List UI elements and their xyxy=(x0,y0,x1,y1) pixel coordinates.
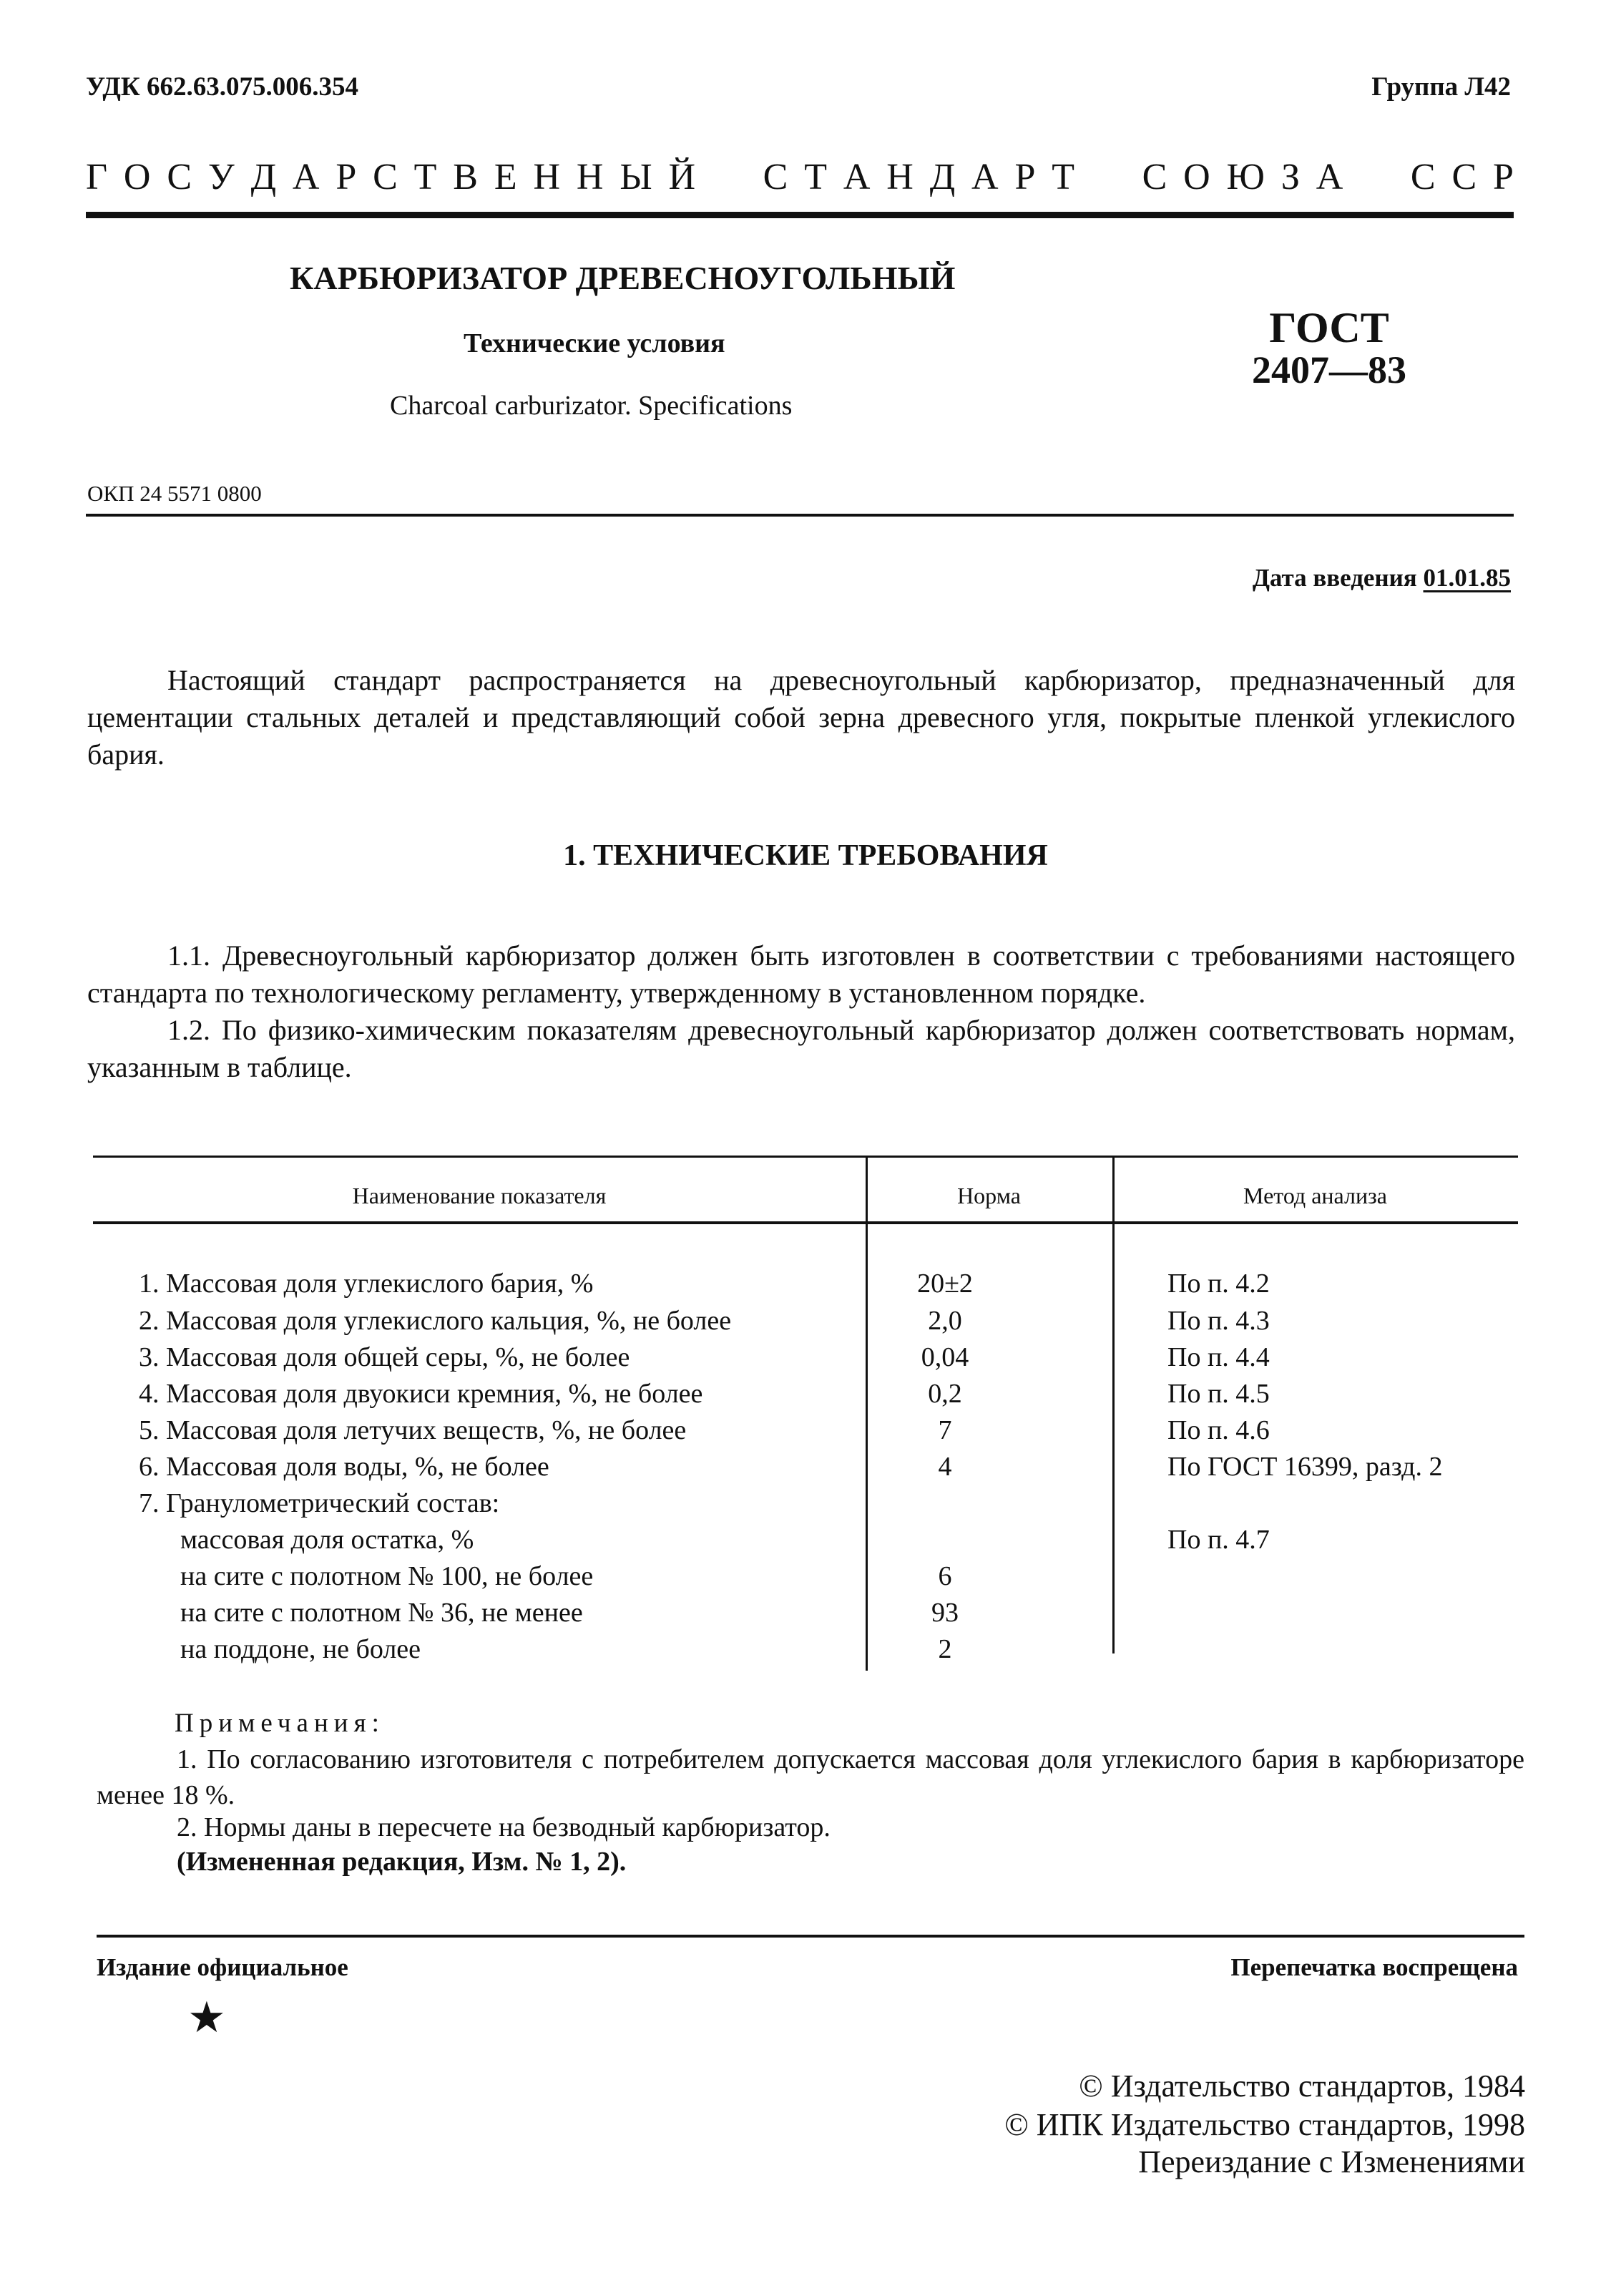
title-letter: У xyxy=(207,157,235,197)
group-code: Группа Л42 xyxy=(1371,72,1511,102)
title-letter: Д xyxy=(929,157,956,197)
header-name: Наименование показателя xyxy=(352,1183,607,1208)
title-letter xyxy=(738,156,747,198)
title-letter: С xyxy=(1410,157,1436,197)
table-row xyxy=(93,1415,1518,1452)
title-letter: О xyxy=(1183,157,1210,197)
row-name: 1. Массовая доля углекислого бария, % xyxy=(139,1269,594,1299)
table-row xyxy=(93,1305,1518,1342)
copyright-1984: © Издательство стандартов, 1984 xyxy=(1079,2068,1525,2104)
title-letter: Е xyxy=(494,157,517,197)
row-method: По п. 4.6 xyxy=(1167,1415,1270,1445)
english-title: Charcoal carburizator. Specifications xyxy=(390,391,793,421)
title-letter: Т xyxy=(413,157,437,197)
title-letter: З xyxy=(1281,157,1300,197)
table-header-rule xyxy=(93,1221,1518,1224)
row-name: 6. Массовая доля воды, %, не более xyxy=(139,1452,549,1482)
note-2: 2. Нормы даны в пересчете на безводный карбюризатор. xyxy=(177,1812,831,1842)
row-method: По п. 4.2 xyxy=(1167,1269,1270,1299)
product-title: КАРБЮРИЗАТОР ДРЕВЕСНОУГОЛЬНЫЙ xyxy=(290,260,956,296)
intro-paragraph: Настоящий стандарт распространяется на древесноугольный карбюризатор, предназначенный для цементации стальных деталей и представляющий собой зерна древесного угля, покрытые пленкой углекислого бария. xyxy=(87,664,1515,771)
table-row xyxy=(93,1524,1518,1561)
okp-rule xyxy=(86,514,1514,517)
gost-label: ГОСТ xyxy=(1269,304,1389,351)
row-name: на сите с полотном № 100, не более xyxy=(180,1561,594,1591)
title-letter: С xyxy=(373,157,398,197)
title-letter: А xyxy=(971,157,999,197)
clause-1-1: 1.1. Древесноугольный карбюризатор должен быть изготовлен в соответствии с требованиями настоящего стандарта по технологическому регламенту, утвержденному в установленном порядке. xyxy=(87,939,1515,1009)
title-letter: С xyxy=(1142,157,1167,197)
title-letter: Ы xyxy=(620,157,652,197)
row-norm: 2 xyxy=(938,1634,952,1664)
reissue-note: Переиздание с Изменениями xyxy=(1138,2144,1525,2179)
header-rule xyxy=(86,212,1514,218)
row-name: 3. Массовая доля общей серы, %, не более xyxy=(139,1342,630,1372)
footer-rule xyxy=(97,1935,1524,1938)
row-name: 7. Гранулометрический состав: xyxy=(139,1488,500,1518)
requirements-table xyxy=(93,1156,1518,1671)
introduction-date xyxy=(1253,564,1511,592)
title-letter: Н xyxy=(533,157,561,197)
row-method: По п. 4.4 xyxy=(1167,1342,1270,1372)
table-row xyxy=(93,1633,1518,1671)
row-name: массовая доля остатка, % xyxy=(180,1525,474,1555)
table-top-rule xyxy=(93,1156,1518,1158)
gost-number: 2407—83 xyxy=(1252,348,1406,391)
row-norm: 93 xyxy=(931,1598,959,1628)
title-letter: Ю xyxy=(1226,157,1265,197)
header-norm: Норма xyxy=(957,1183,1021,1208)
row-name: на сите с полотном № 36, не менее xyxy=(180,1598,583,1628)
row-method: По п. 4.7 xyxy=(1167,1525,1270,1555)
title-letter: А xyxy=(1316,157,1343,197)
title-letter: С xyxy=(167,157,192,197)
udk-code: УДК 662.63.075.006.354 xyxy=(86,72,358,102)
okp-code: ОКП 24 5571 0800 xyxy=(87,481,262,506)
notes-heading: Примечания: xyxy=(175,1709,385,1738)
amendment-note: (Измененная редакция, Изм. № 1, 2). xyxy=(177,1847,627,1877)
row-norm: 7 xyxy=(938,1415,952,1445)
header-method: Метод анализа xyxy=(1243,1183,1387,1208)
copyright-1998: © ИПК Издательство стандартов, 1998 xyxy=(1004,2107,1525,2142)
row-name: 5. Массовая доля летучих веществ, %, не более xyxy=(139,1415,687,1445)
table-row xyxy=(93,1451,1518,1488)
row-norm: 0,2 xyxy=(928,1379,962,1409)
title-letter xyxy=(712,156,721,198)
row-norm: 4 xyxy=(938,1452,952,1482)
introduction-date-value: 01.01.85 xyxy=(1423,564,1511,592)
title-letter: О xyxy=(123,157,151,197)
official-edition: Издание официальное xyxy=(97,1953,348,1981)
product-subtitle: Технические условия xyxy=(464,328,725,358)
table-row xyxy=(93,1487,1518,1525)
title-letter: Й xyxy=(668,157,696,197)
row-name: на поддоне, не более xyxy=(180,1634,421,1664)
row-method: По п. 4.5 xyxy=(1167,1379,1270,1409)
title-letter: Т xyxy=(804,157,827,197)
title-letter: Г xyxy=(86,157,108,197)
title-letter xyxy=(1359,156,1368,198)
title-letter: С xyxy=(763,157,788,197)
reprint-prohibited: Перепечатка воспрещена xyxy=(1230,1953,1518,1981)
row-norm: 6 xyxy=(938,1561,952,1591)
row-name: 2. Массовая доля углекислого кальция, %, не более xyxy=(139,1306,732,1336)
table-row xyxy=(93,1378,1518,1415)
section-heading: 1. ТЕХНИЧЕСКИЕ ТРЕБОВАНИЯ xyxy=(563,839,1048,872)
row-norm: 0,04 xyxy=(921,1342,969,1372)
row-method: По ГОСТ 16399, разд. 2 xyxy=(1167,1452,1443,1482)
introduction-date-label: Дата введения xyxy=(1252,564,1417,592)
star-icon: ★ xyxy=(187,1994,226,2041)
table-row xyxy=(93,1560,1518,1598)
title-letter: Н xyxy=(886,157,914,197)
title-letter: Т xyxy=(1052,157,1074,197)
title-letter xyxy=(1385,156,1394,198)
title-letter: С xyxy=(1451,157,1477,197)
title-letter xyxy=(1117,156,1126,198)
row-method: По п. 4.3 xyxy=(1167,1306,1270,1336)
title-letter: Н xyxy=(576,157,604,197)
state-standard-title xyxy=(86,156,1514,198)
row-norm: 2,0 xyxy=(928,1306,962,1336)
row-norm: 20±2 xyxy=(917,1269,973,1299)
title-letter: Р xyxy=(336,157,357,197)
table-row xyxy=(93,1597,1518,1634)
note-1: 1. По согласованию изготовителя с потребителем допускается массовая доля углекислого бария в карбюризаторе менее 18 %. xyxy=(97,1744,1524,1810)
table-row xyxy=(93,1268,1518,1305)
clause-1-2: 1.2. По физико-химическим показателям древесноугольный карбюризатор должен соответствовать нормам, указанным в таблице. xyxy=(87,1014,1515,1083)
title-letter: Д xyxy=(250,157,277,197)
title-letter xyxy=(1091,156,1100,198)
title-letter: В xyxy=(453,157,478,197)
table-row xyxy=(93,1342,1518,1379)
title-letter: А xyxy=(843,157,871,197)
row-name: 4. Массовая доля двуокиси кремния, %, не более xyxy=(139,1379,703,1409)
title-letter: Р xyxy=(1014,157,1036,197)
title-letter: А xyxy=(292,157,320,197)
title-letter: Р xyxy=(1493,157,1514,197)
